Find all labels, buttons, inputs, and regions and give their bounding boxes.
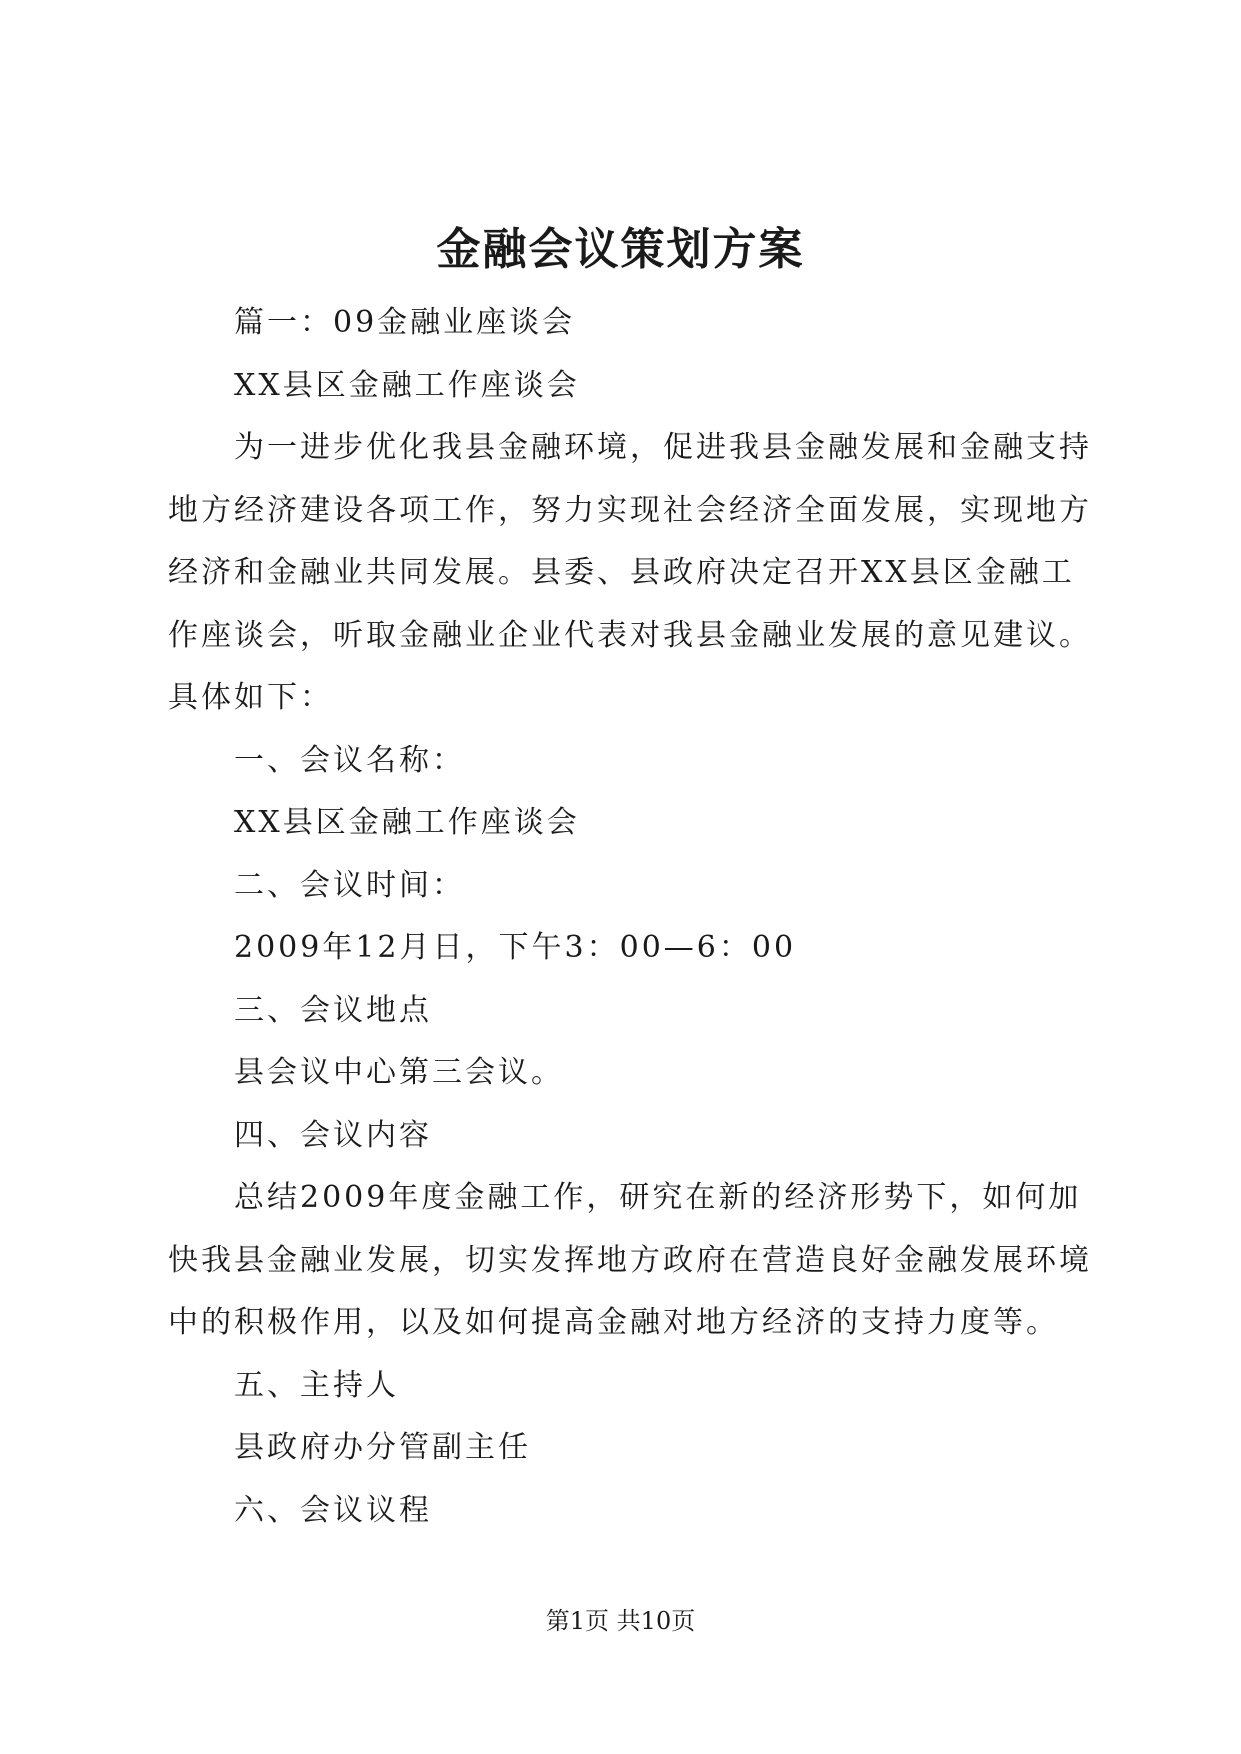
paragraph-line: XX县区金融工作座谈会 (234, 367, 580, 403)
paragraph-line: 一、会议名称： (234, 742, 465, 778)
paragraph-line: 四、会议内容 (234, 1117, 432, 1153)
paragraph-line: 五、主持人 (234, 1367, 399, 1403)
page-number-footer: 第1页 共10页 (545, 1607, 696, 1635)
paragraph-line: 县政府办分管副主任 (234, 1430, 531, 1465)
paragraph-line: 二、会议时间： (234, 867, 465, 903)
paragraph-line: 具体如下： (168, 680, 333, 715)
document-body (168, 292, 1092, 1542)
paragraph-line: 2009年12月日，下午3：00—6：00 (234, 930, 797, 965)
paragraph-line: XX县区金融工作座谈会 (234, 805, 580, 840)
paragraph-line: 篇一：09金融业座谈会 (234, 305, 576, 340)
paragraph-line: 为一进步优化我县金融环境，促进我县金融发展和金融支持 (234, 430, 1092, 465)
paragraph-line: 地方经济建设各项工作，努力实现社会经济全面发展，实现地方 (168, 492, 1092, 528)
paragraph-line: 中的积极作用，以及如何提高金融对地方经济的支持力度等。 (168, 1305, 1059, 1340)
document-title: 金融会议策划方案 (436, 224, 805, 275)
paragraph-line: 快我县金融业发展，切实发挥地方政府在营造良好金融发展环境 (168, 1242, 1092, 1278)
paragraph-line: 作座谈会，听取金融业企业代表对我县金融业发展的意见建议。 (168, 617, 1092, 653)
paragraph-line: 三、会议地点 (234, 992, 432, 1028)
paragraph-line: 六、会议议程 (234, 1492, 432, 1528)
paragraph-line: 总结2009年度金融工作，研究在新的经济形势下，如何加 (234, 1180, 1082, 1215)
paragraph-line: 经济和金融业共同发展。县委、县政府决定召开XX县区金融工 (168, 555, 1075, 590)
paragraph-line: 县会议中心第三会议。 (234, 1055, 564, 1090)
